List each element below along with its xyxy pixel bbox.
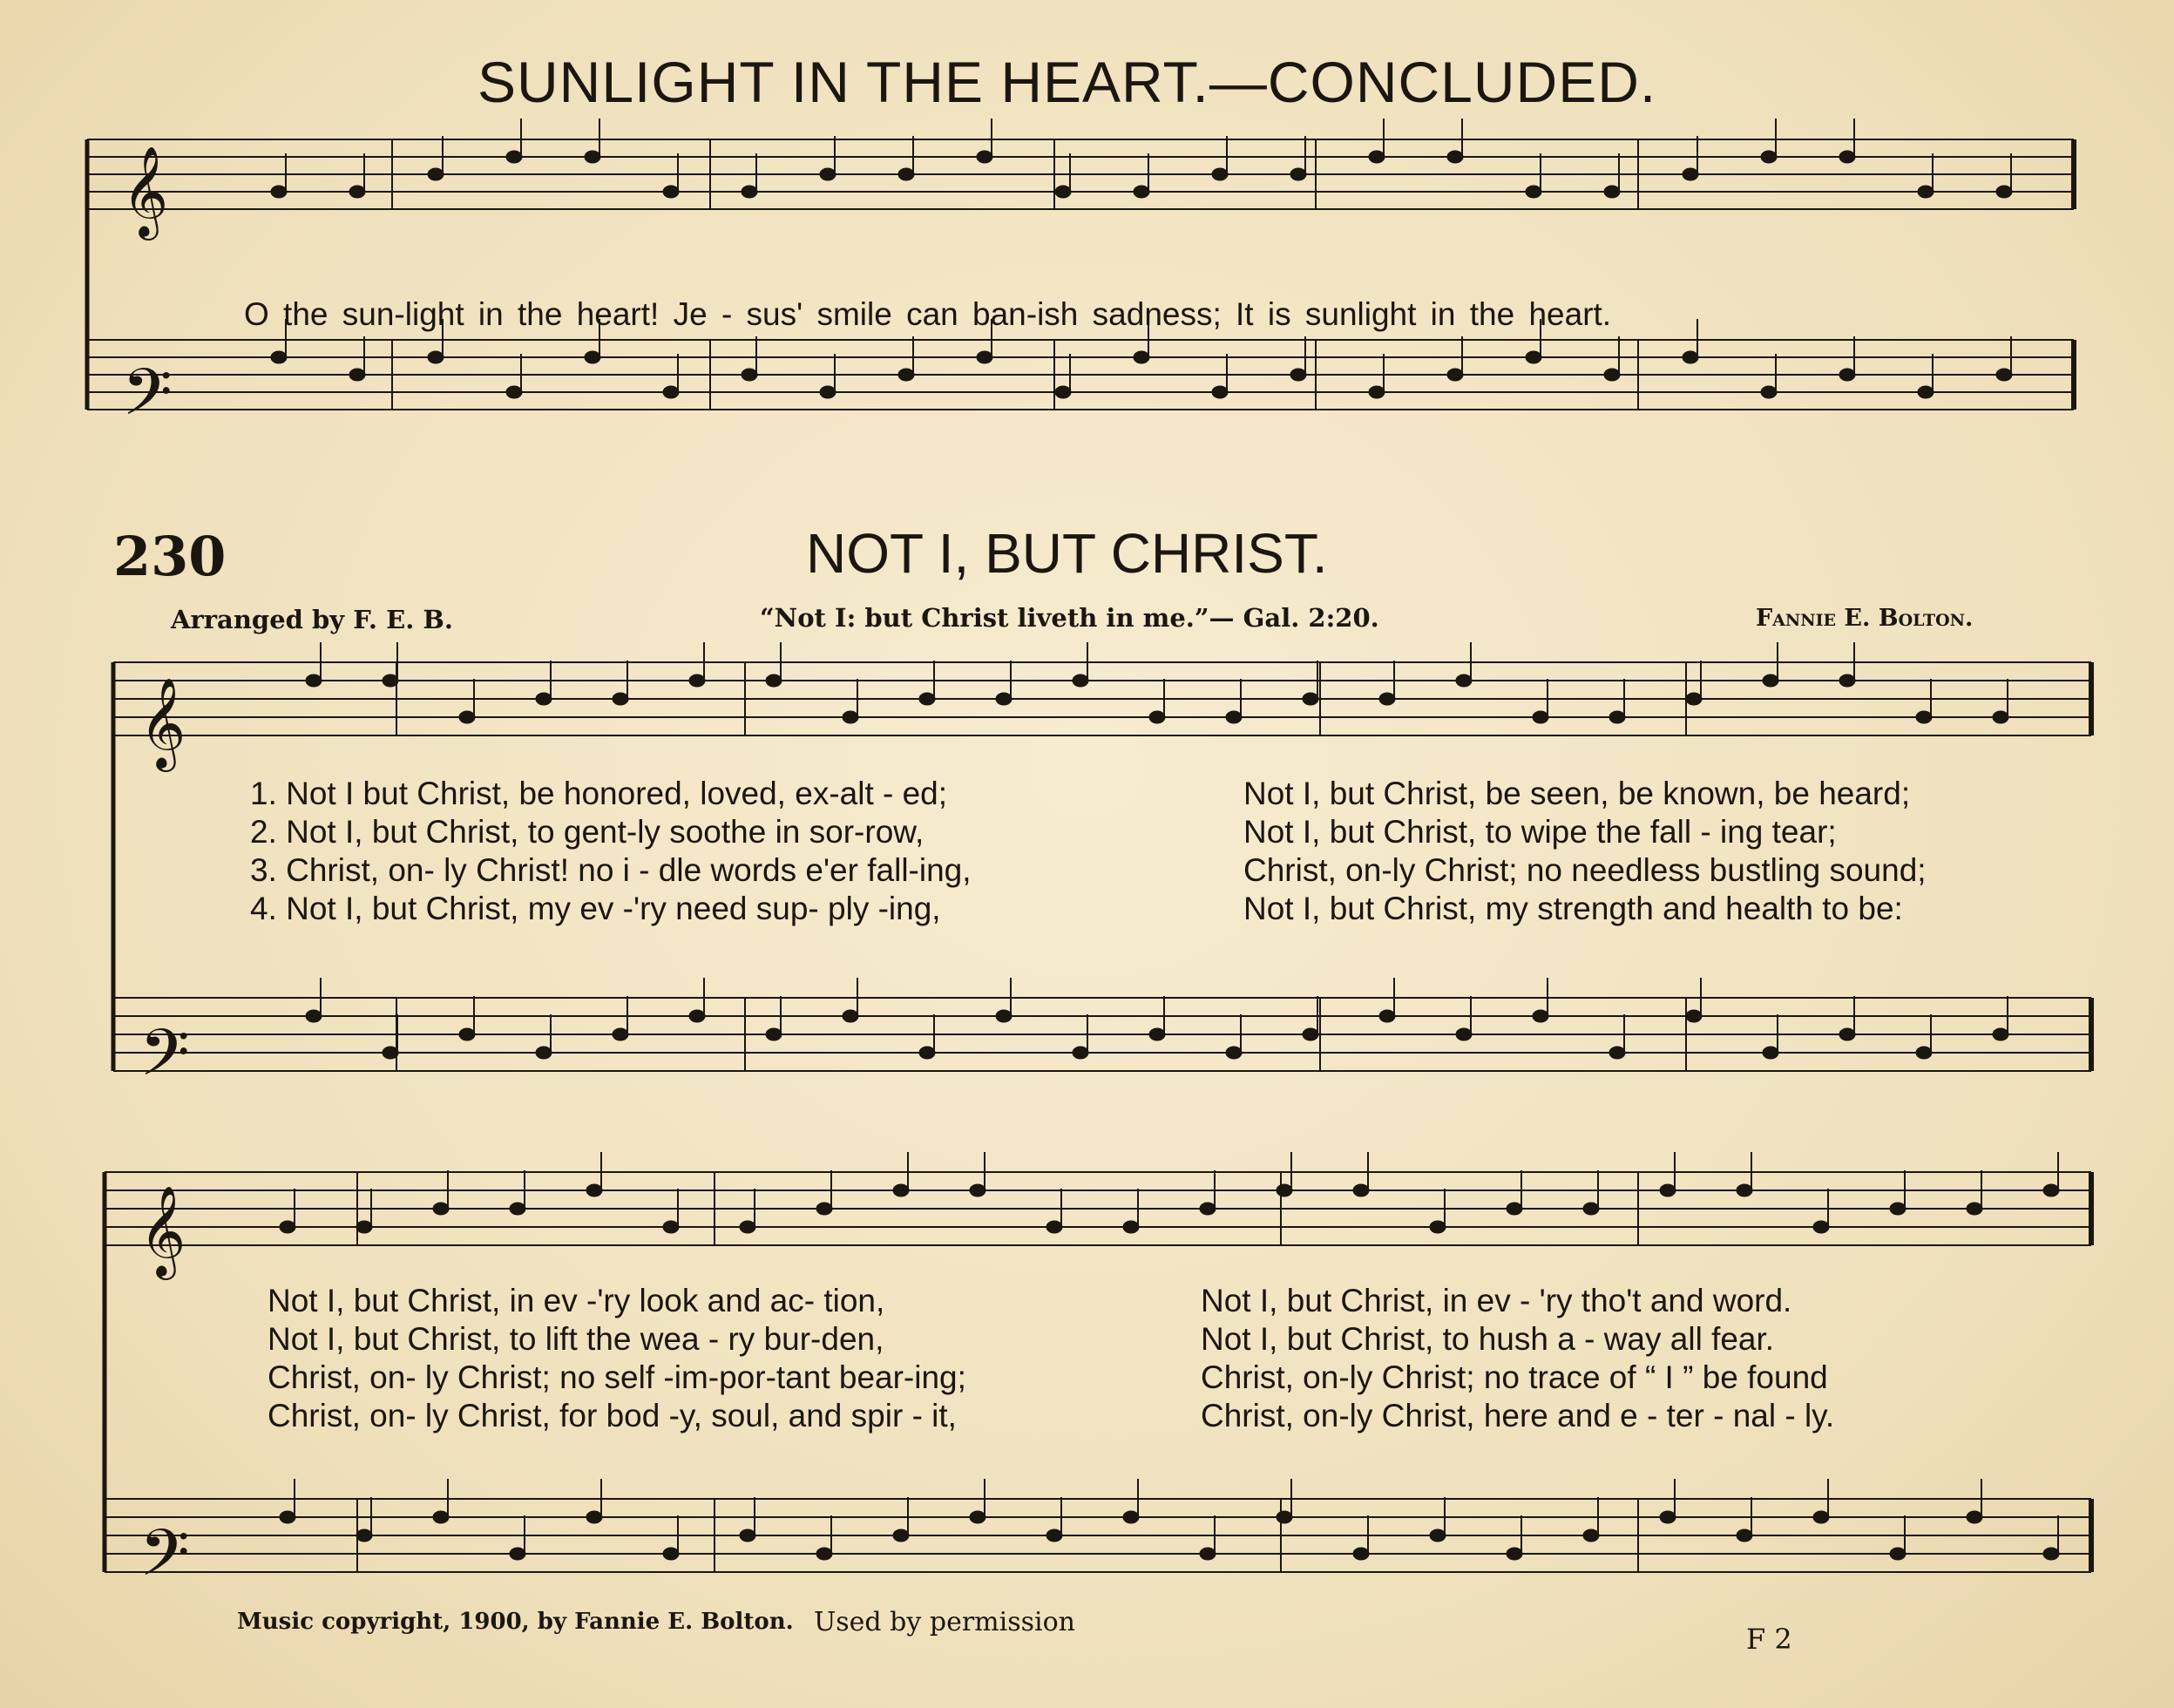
verse-line: Not I, but Christ, my strength and health to be:: [1243, 891, 1903, 926]
note-head: [1123, 1221, 1139, 1233]
note-head: [306, 1010, 322, 1022]
note-head: [1226, 711, 1242, 723]
note-head: [663, 1548, 679, 1560]
note-head: [742, 186, 757, 198]
note-head: [663, 186, 679, 198]
note-head: [585, 351, 600, 363]
note-head: [1683, 351, 1698, 363]
verse-line: 4. Not I, but Christ, my ev -'ry need sup- ply -ing,: [250, 891, 941, 926]
note-head: [1583, 1529, 1599, 1542]
note-head: [820, 386, 836, 398]
note-head: [1226, 1047, 1242, 1059]
note-head: [977, 351, 992, 363]
note-head: [1507, 1548, 1522, 1560]
note-head: [689, 674, 705, 687]
note-head: [356, 1529, 372, 1542]
note-head: [433, 1511, 449, 1523]
note-head: [843, 711, 858, 723]
note-head: [977, 151, 992, 163]
note-head: [1353, 1548, 1369, 1560]
author-credit: Fannie E. Bolton.: [1756, 605, 1974, 632]
note-head: [271, 186, 287, 198]
note-head: [1526, 186, 1541, 198]
hymn-number: 230: [113, 525, 227, 588]
note-head: [1200, 1548, 1216, 1560]
note-head: [613, 1028, 628, 1040]
note-head: [1763, 674, 1778, 687]
note-head: [536, 1047, 552, 1059]
note-head: [1890, 1203, 1906, 1215]
note-head: [1073, 1047, 1088, 1059]
note-head: [459, 1028, 475, 1040]
note-head: [1839, 674, 1855, 687]
note-head: [996, 693, 1012, 705]
note-head: [1813, 1221, 1829, 1233]
note-head: [766, 674, 782, 687]
note-head: [428, 351, 444, 363]
verse-line: Not I, but Christ, be seen, be known, be heard;: [1243, 776, 1911, 811]
note-head: [1996, 369, 2012, 381]
note-head: [970, 1511, 985, 1523]
note-head: [1277, 1511, 1292, 1523]
clef-icon: 𝄢: [139, 1015, 190, 1107]
note-head: [1134, 186, 1149, 198]
verse-line: Christ, on-ly Christ; no trace of “ I ” be found: [1201, 1359, 1828, 1395]
note-head: [506, 151, 522, 163]
verse-line: Not I, but Christ, in ev - 'ry tho't and word.: [1201, 1283, 1792, 1318]
note-head: [613, 693, 628, 705]
hymn-title: NOT I, BUT CHRIST.: [806, 522, 1328, 585]
note-head: [1604, 369, 1620, 381]
note-head: [1055, 386, 1071, 398]
note-head: [1507, 1203, 1522, 1215]
note-head: [1369, 151, 1385, 163]
note-head: [271, 351, 287, 363]
note-head: [663, 386, 679, 398]
note-head: [1303, 693, 1318, 705]
note-head: [1200, 1203, 1216, 1215]
clef-icon: 𝄞: [139, 677, 186, 769]
note-head: [1447, 369, 1463, 381]
note-head: [1277, 1184, 1292, 1196]
note-head: [1839, 369, 1855, 381]
note-head: [383, 1047, 398, 1059]
note-head: [689, 1010, 705, 1022]
note-head: [586, 1184, 602, 1196]
note-head: [536, 693, 552, 705]
note-head: [1737, 1529, 1752, 1542]
verse-line: Christ, on- ly Christ; no self -im-por-tant bear-ing;: [268, 1359, 966, 1395]
note-head: [433, 1203, 449, 1215]
note-head: [1149, 1028, 1165, 1040]
verse-line: Christ, on-ly Christ; no needless bustling sound;: [1243, 852, 1927, 888]
note-head: [1456, 1028, 1472, 1040]
note-head: [1813, 1511, 1829, 1523]
verse-line: Christ, on-ly Christ, here and e - ter - nal - ly.: [1201, 1398, 1835, 1434]
note-head: [1996, 186, 2012, 198]
note-head: [1212, 168, 1228, 180]
note-head: [1526, 351, 1541, 363]
note-head: [1737, 1184, 1752, 1196]
verse-line: Not I, but Christ, to lift the wea - ry bur-den,: [268, 1321, 884, 1357]
note-head: [1761, 386, 1777, 398]
note-head: [1430, 1221, 1446, 1233]
note-head: [1533, 1010, 1548, 1022]
note-head: [1369, 386, 1385, 398]
note-head: [1660, 1511, 1676, 1523]
note-head: [1379, 693, 1395, 705]
note-head: [742, 369, 757, 381]
note-head: [510, 1548, 525, 1560]
note-head: [428, 168, 444, 180]
note-head: [459, 711, 475, 723]
note-head: [1683, 168, 1698, 180]
note-head: [1212, 386, 1228, 398]
note-head: [1123, 1511, 1139, 1523]
clef-icon: 𝄢: [139, 1515, 190, 1607]
note-head: [1290, 369, 1306, 381]
permission-notice: Used by permission: [814, 1607, 1075, 1637]
note-head: [816, 1548, 832, 1560]
verse-line: Christ, on- ly Christ, for bod -y, soul, and spir - it,: [268, 1398, 957, 1434]
note-head: [898, 369, 914, 381]
verse-line: 2. Not I, but Christ, to gent-ly soothe in sor-row,: [250, 814, 924, 850]
note-head: [1609, 711, 1625, 723]
note-head: [1763, 1047, 1778, 1059]
note-head: [1916, 711, 1932, 723]
note-head: [1583, 1203, 1599, 1215]
note-head: [1839, 1028, 1855, 1040]
copyright-notice: Music copyright, 1900, by Fannie E. Bolton.: [237, 1609, 794, 1635]
scripture-reference: “Not I: but Christ liveth in me.”— Gal. 2:20.: [760, 603, 1379, 633]
note-head: [919, 693, 935, 705]
note-head: [1686, 1010, 1702, 1022]
verse-line: 3. Christ, on- ly Christ! no i - dle words e'er fall-ing,: [250, 852, 972, 888]
note-head: [898, 168, 914, 180]
note-head: [1046, 1221, 1062, 1233]
note-head: [663, 1221, 679, 1233]
note-head: [1379, 1010, 1395, 1022]
note-head: [740, 1529, 755, 1542]
note-head: [1046, 1529, 1062, 1542]
clef-icon: 𝄞: [122, 146, 169, 237]
verse-line: Not I, but Christ, to wipe the fall - ing tear;: [1243, 814, 1837, 850]
note-head: [1290, 168, 1306, 180]
note-head: [585, 151, 600, 163]
note-head: [820, 168, 836, 180]
verse-line: Not I, but Christ, in ev -'ry look and ac- tion,: [268, 1283, 885, 1318]
note-head: [1967, 1511, 1982, 1523]
note-head: [996, 1010, 1012, 1022]
note-head: [893, 1184, 909, 1196]
note-head: [1967, 1203, 1982, 1215]
note-head: [1430, 1529, 1446, 1542]
arranger-credit: Arranged by F. E. B.: [171, 605, 454, 634]
note-head: [740, 1221, 755, 1233]
note-head: [1149, 711, 1165, 723]
note-head: [1918, 186, 1934, 198]
note-head: [349, 369, 365, 381]
note-head: [1353, 1184, 1369, 1196]
note-head: [766, 1028, 782, 1040]
note-head: [1447, 151, 1463, 163]
clef-icon: 𝄞: [139, 1185, 186, 1277]
top-hymn-title: SUNLIGHT IN THE HEART.—CONCLUDED.: [477, 50, 1657, 114]
note-head: [356, 1221, 372, 1233]
note-head: [816, 1203, 832, 1215]
note-head: [1839, 151, 1855, 163]
note-head: [1890, 1548, 1906, 1560]
note-head: [1303, 1028, 1318, 1040]
note-head: [1609, 1047, 1625, 1059]
note-head: [506, 386, 522, 398]
note-head: [1993, 1028, 2008, 1040]
clef-icon: 𝄢: [122, 355, 173, 446]
note-head: [510, 1203, 525, 1215]
note-head: [1604, 186, 1620, 198]
note-head: [1761, 151, 1777, 163]
note-head: [970, 1184, 985, 1196]
note-head: [1134, 351, 1149, 363]
signature-mark: F 2: [1746, 1623, 1792, 1656]
note-head: [383, 674, 398, 687]
top-hymn-lyric: O the sun-light in the heart! Je - sus' smile can ban-ish sadness; It is sunlight in the heart.: [244, 296, 1612, 332]
note-head: [919, 1047, 935, 1059]
note-head: [1073, 674, 1088, 687]
note-head: [2043, 1548, 2059, 1560]
note-head: [306, 674, 322, 687]
note-head: [893, 1529, 909, 1542]
note-head: [349, 186, 365, 198]
note-head: [1055, 186, 1071, 198]
note-head: [1533, 711, 1548, 723]
verse-line: Not I, but Christ, to hush a - way all fear.: [1201, 1321, 1775, 1357]
note-head: [280, 1221, 295, 1233]
verse-line: 1. Not I but Christ, be honored, loved, ex-alt - ed;: [250, 776, 948, 811]
note-head: [843, 1010, 858, 1022]
note-head: [586, 1511, 602, 1523]
note-head: [1993, 711, 2008, 723]
note-head: [280, 1511, 295, 1523]
note-head: [1456, 674, 1472, 687]
note-head: [1660, 1184, 1676, 1196]
note-head: [1918, 386, 1934, 398]
note-head: [2043, 1184, 2059, 1196]
note-head: [1916, 1047, 1932, 1059]
note-head: [1686, 693, 1702, 705]
